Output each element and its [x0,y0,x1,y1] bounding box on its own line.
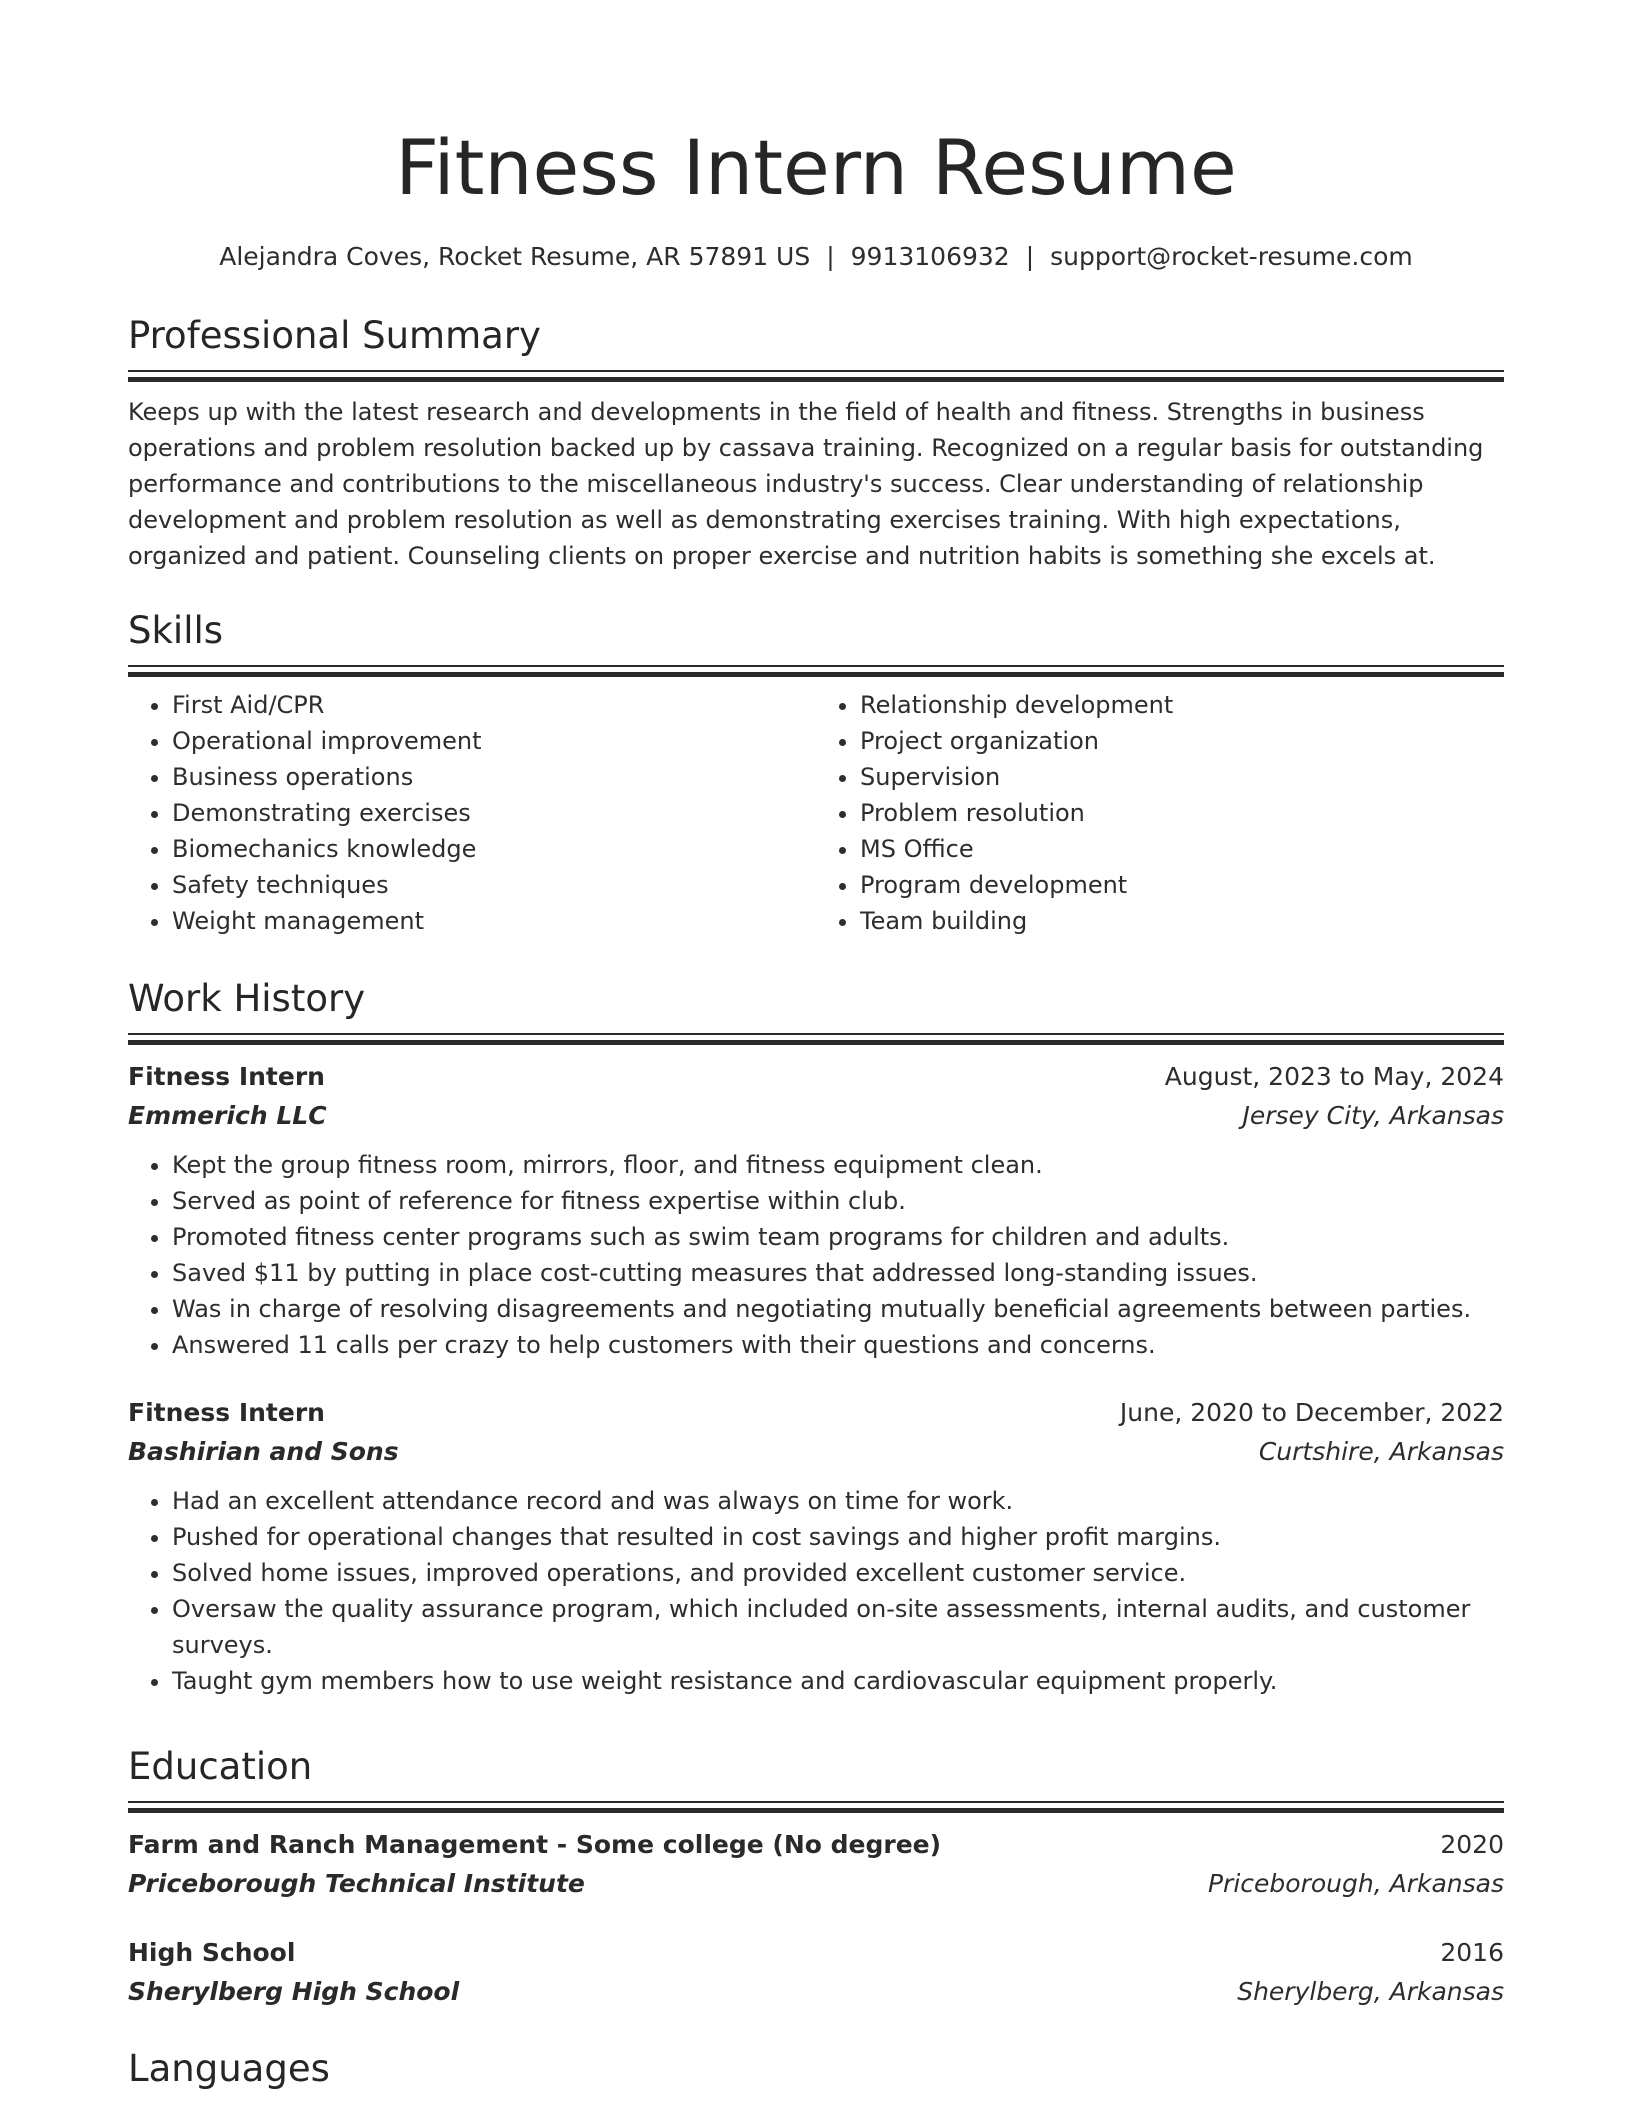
contact-line [128,237,1504,277]
job-bullet: • Kept the group fitness room, mirrors, floor, and fitness equipment clean. [172,1147,1504,1183]
job-bullet: • Promoted fitness center programs such as swim team programs for children and adults. [172,1219,1504,1255]
education-year: 2016 [1440,1938,1504,1967]
languages-section [128,2045,1504,2093]
job-bullet: • Solved home issues, improved operations, and provided excellent customer service. [172,1555,1504,1591]
skills-section [128,607,1504,939]
job-bullets [128,1147,1504,1363]
job-bullet: • Taught gym members how to use weight resistance and cardiovascular equipment properly. [172,1663,1504,1699]
job-company: Emmerich LLC [128,1101,327,1130]
skill-item: • Team building [860,903,1504,939]
skill-item: • Operational improvement [172,723,816,759]
skill-item: • Biomechanics knowledge [172,831,816,867]
skill-item: • Project organization [860,723,1504,759]
section-heading-skills: Skills [128,609,224,652]
job-dates: June, 2020 to December, 2022 [1119,1398,1504,1427]
education-location: Sherylberg, Arkansas [1237,1977,1504,2006]
section-divider [128,665,1504,679]
education-subheader [128,1973,1504,2011]
education-degree: High School [128,1938,296,1967]
section-divider [128,1801,1504,1815]
job-bullet: • Pushed for operational changes that resulted in cost savings and higher profit margins. [172,1519,1504,1555]
skills-columns [128,687,1504,939]
job-bullet: • Was in charge of resolving disagreements and negotiating mutually beneficial agreements between parties. [172,1291,1504,1327]
education-school: Sherylberg High School [128,1977,460,2006]
section-heading-work: Work History [128,977,366,1020]
job-subheader [128,1097,1504,1135]
job-bullet: • Oversaw the quality assurance program, which included on-site assessments, internal audits, and customer surveys. [172,1591,1504,1663]
contact-email[interactable]: support@rocket-resume.com [1050,242,1413,271]
job-bullet: • Saved $11 by putting in place cost-cutting measures that addressed long-standing issues. [172,1255,1504,1291]
job-header [128,1393,1504,1433]
contact-phone: 9913106932 [850,242,1010,271]
job-bullet: • Had an excellent attendance record and was always on time for work. [172,1483,1504,1519]
section-divider [128,1033,1504,1047]
skill-item: • MS Office [860,831,1504,867]
skill-item: • Problem resolution [860,795,1504,831]
page-title: Fitness Intern Resume [395,123,1237,212]
education-header [128,1933,1504,1973]
section-heading-languages: Languages [128,2047,330,2090]
job-location: Jersey City, Arkansas [1242,1101,1504,1130]
section-heading-summary: Professional Summary [128,314,541,357]
education-year: 2020 [1440,1830,1504,1859]
contact-address: Alejandra Coves, Rocket Resume, AR 57891 US [219,242,811,271]
education-entry [128,1825,1504,1903]
skill-item: • Program development [860,867,1504,903]
contact-separator: | [826,242,835,271]
education-school: Priceborough Technical Institute [128,1869,585,1898]
job-title: Fitness Intern [128,1062,325,1091]
education-degree: Farm and Ranch Management - Some college (No degree) [128,1830,942,1859]
education-entry [128,1933,1504,2011]
job-header [128,1057,1504,1097]
job-bullets [128,1483,1504,1699]
section-heading-education: Education [128,1745,313,1788]
job-entry [128,1393,1504,1699]
education-location: Priceborough, Arkansas [1207,1869,1504,1898]
education-section [128,1743,1504,2011]
summary-section [128,312,1504,574]
job-subheader [128,1433,1504,1471]
job-entry [128,1057,1504,1363]
section-divider [128,370,1504,384]
education-header [128,1825,1504,1865]
skill-item: • Supervision [860,759,1504,795]
skill-item: • Safety techniques [172,867,816,903]
education-subheader [128,1865,1504,1903]
job-bullet: • Answered 11 calls per crazy to help customers with their questions and concerns. [172,1327,1504,1363]
skills-list-right [816,687,1504,939]
summary-text: Keeps up with the latest research and developments in the field of health and fitness. Strengths in business operations and problem resolution backed up by cassava training. Recognized on a regular basis for outstanding performance and contributions to the miscellaneous industry's success. Clear understanding of relationship development and problem resolution as well as demonstrating exercises training. With high expectations, organized and patient. Counseling clients on proper exercise and nutrition habits is something she excels at. [128,398,1484,570]
skill-item: • Weight management [172,903,816,939]
job-dates: August, 2023 to May, 2024 [1164,1062,1504,1091]
skill-item: • Relationship development [860,687,1504,723]
work-history-section [128,975,1504,1699]
contact-separator: | [1025,242,1035,271]
skill-item: • Demonstrating exercises [172,795,816,831]
skill-item: • First Aid/CPR [172,687,816,723]
skill-item: • Business operations [172,759,816,795]
skills-list-left [128,687,816,939]
job-title: Fitness Intern [128,1398,325,1427]
job-company: Bashirian and Sons [128,1437,399,1466]
job-location: Curtshire, Arkansas [1258,1437,1504,1466]
job-bullet: • Served as point of reference for fitness expertise within club. [172,1183,1504,1219]
